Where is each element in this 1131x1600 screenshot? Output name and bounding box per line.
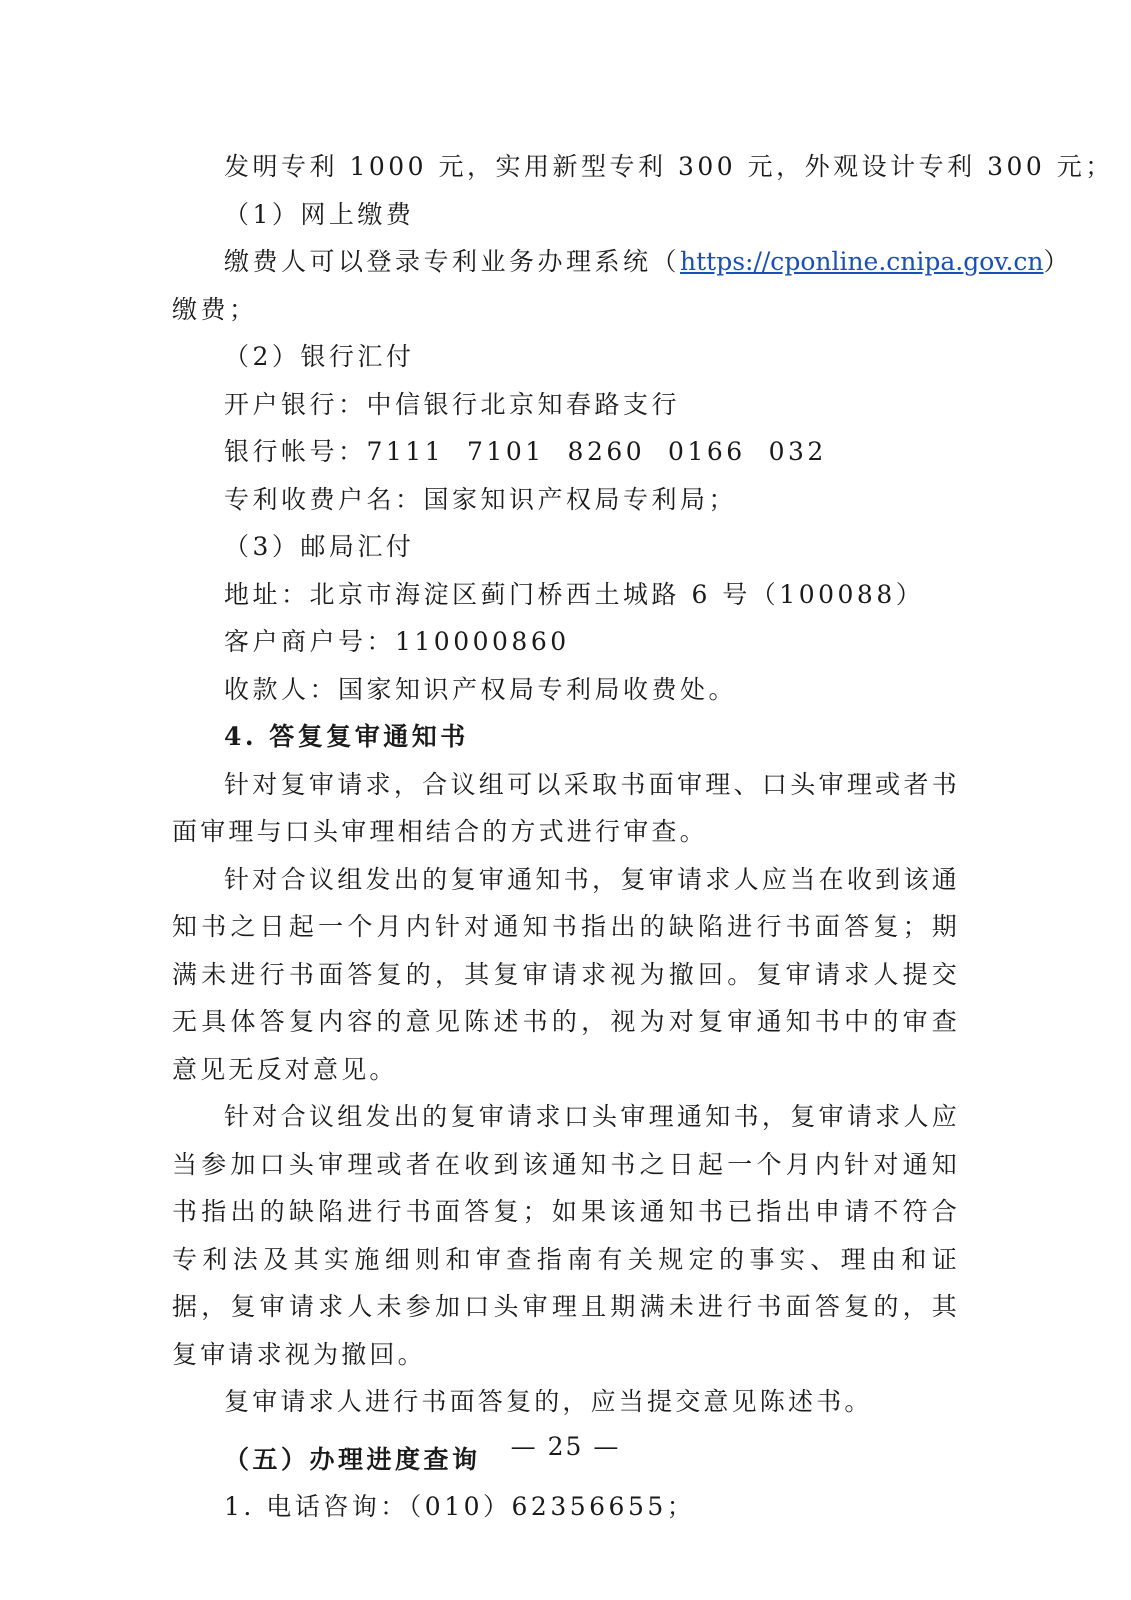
post-address: 地址：北京市海淀区蓟门桥西土城路 6 号（100088） — [224, 579, 925, 609]
section-4-heading: 4. 答复复审通知书 — [224, 722, 469, 751]
bank-account: 银行帐号：7111 7101 8260 0166 032 — [224, 437, 827, 466]
fee-amounts: 发明专利 1000 元，实用新型专利 300 元，外观设计专利 300 元； — [224, 152, 1114, 181]
online-payment-heading: （1）网上缴费 — [224, 199, 415, 229]
section-4-paragraph-3: 针对合议组发出的复审请求口头审理通知书，复审请求人应当参加口头审理或者在收到该通知书之日起一个月内针对通知书指出的缺陷进行书面答复；如果该通知书已指出申请不符合专利法及其实施细则和审查指南有关规定的事实、理由和证据，复审请求人未参加口头审理且期满未进行书面答复的，其复审请求视为撤回。 — [172, 1102, 960, 1369]
section-4-paragraph-4: 复审请求人进行书面答复的，应当提交意见陈述书。 — [224, 1387, 873, 1416]
online-payment-suffix: ） — [1043, 247, 1073, 276]
phone-inquiry: 1. 电话咨询：（010）62356655； — [224, 1492, 696, 1521]
bank-transfer-heading: （2）银行汇付 — [224, 342, 415, 371]
post-customer-number: 客户商户号：110000860 — [224, 627, 570, 656]
bank-name: 开户银行：中信银行北京知春路支行 — [224, 389, 681, 419]
section-5-heading: （五）办理进度查询 — [224, 1444, 481, 1474]
post-transfer-heading: （3）邮局汇付 — [224, 532, 415, 561]
section-4-paragraph-1: 针对复审请求，合议组可以采取书面审理、口头审理或者书面审理与口头审理相结合的方式进行审查。 — [172, 769, 960, 846]
post-payee: 收款人：国家知识产权局专利局收费处。 — [224, 674, 738, 704]
section-4-paragraph-2: 针对合议组发出的复审通知书，复审请求人应当在收到该通知书之日起一个月内针对通知书指出的缺陷进行书面答复；期满未进行书面答复的，其复审请求视为撤回。复审请求人提交无具体答复内容的意见陈述书的，视为对复审通知书中的审查意见无反对意见。 — [172, 864, 960, 1084]
online-payment-prefix: 缴费人可以登录专利业务办理系统（ — [224, 247, 681, 276]
online-payment-end: 缴费； — [172, 294, 258, 324]
document-page — [172, 143, 1114, 1531]
cponline-link[interactable]: https://cponline.cnipa.gov.cn — [680, 247, 1044, 276]
page-number: — 25 — — [510, 1432, 621, 1461]
bank-payee: 专利收费户名：国家知识产权局专利局； — [224, 484, 738, 514]
online-payment-text — [172, 238, 1073, 286]
